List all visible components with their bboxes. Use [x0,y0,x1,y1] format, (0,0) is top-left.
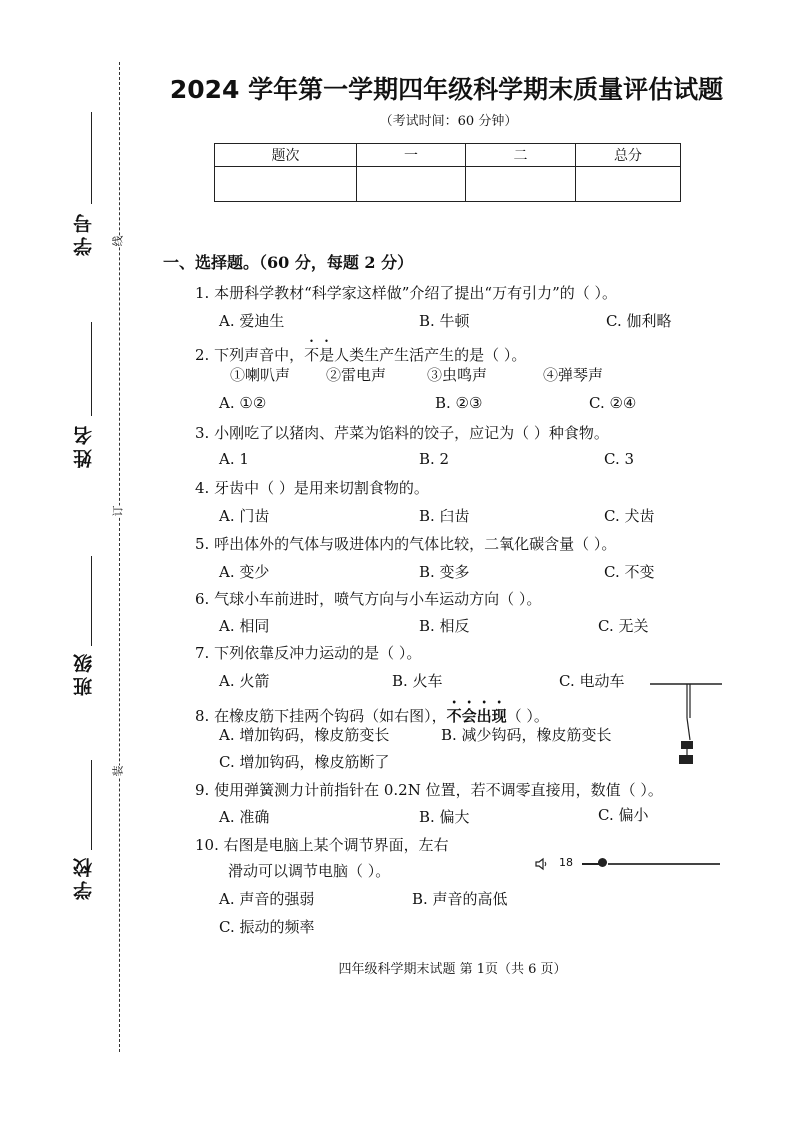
q7-option-b[interactable]: B. 火车 [392,672,443,690]
hook-weight-2 [679,755,693,764]
q2-stem-post: 人类生产生活产生的是（ ）。 [334,346,527,364]
q1-option-c[interactable]: C. 伽利略 [606,312,672,330]
q3-option-a[interactable]: A. 1 [219,450,249,468]
q10-option-a[interactable]: A. 声音的强弱 [219,890,315,908]
slider-value: 18 [559,856,573,869]
q7-option-a[interactable]: A. 火箭 [219,672,270,690]
q6-option-b[interactable]: B. 相反 [419,617,470,635]
q2-option-c[interactable]: C. ②④ [589,394,637,412]
q5-option-c[interactable]: C. 不变 [604,563,655,581]
q8-stem-pre: 8. 在橡皮筋下挂两个钩码（如右图）， [195,707,447,725]
q5-option-a[interactable]: A. 变少 [219,563,270,581]
q2-stem-emphasis: 不是 [304,346,335,364]
q2-option-a[interactable]: A. ①② [219,394,267,412]
field-line-school[interactable] [91,760,92,850]
question-5-stem: 5. 呼出体外的气体与吸进体内的气体比较，二氧化碳含量（ ）。 [195,535,617,553]
q2-sub-option-1: ①喇叭声 [230,366,291,384]
q9-option-c[interactable]: C. 偏小 [598,806,649,824]
speaker-icon [534,857,548,871]
score-header-part2: 二 [466,144,576,167]
question-10-stem-line1: 10. 右图是电脑上某个调节界面，左右 [195,836,449,854]
q2-option-b[interactable]: B. ②③ [435,394,483,412]
field-label-student-id: 学号 [73,210,95,256]
question-7-stem: 7. 下列依靠反冲力运动的是（ ）。 [195,644,422,662]
score-header-part1: 一 [357,144,466,167]
score-table [214,143,681,202]
question-8-stem [195,697,549,726]
q6-option-a[interactable]: A. 相同 [219,617,270,635]
q2-stem-pre: 2. 下列声音中， [195,346,305,364]
rubber-band-lower [687,718,690,740]
q4-option-a[interactable]: A. 门齿 [219,507,270,525]
slider-track[interactable] [608,863,720,865]
score-cell-total[interactable] [576,167,681,202]
q2-sub-option-4: ④弹琴声 [543,366,604,384]
section-heading: 一、选择题。（60 分，每题 2 分） [163,253,414,272]
q5-option-b[interactable]: B. 变多 [419,563,470,581]
q1-option-a[interactable]: A. 爱迪生 [219,312,285,330]
margin-mark-bind: 订 [111,505,125,517]
q8-option-c[interactable]: C. 增加钩码，橡皮筋断了 [219,753,390,771]
binding-dashed-line [119,62,120,1052]
q4-option-c[interactable]: C. 犬齿 [604,507,655,525]
question-4-stem: 4. 牙齿中（ ）是用来切割食物的。 [195,479,429,497]
q8-option-b[interactable]: B. 减少钩码，橡皮筋变长 [441,726,612,744]
q4-option-b[interactable]: B. 臼齿 [419,507,470,525]
score-header-total: 总分 [576,144,681,167]
margin-mark-staple: 装 [111,765,125,777]
question-10-stem-line2: 滑动可以调节电脑（ ）。 [228,862,391,880]
q9-option-a[interactable]: A. 准确 [219,808,270,826]
exam-duration: （考试时间：60 分钟） [379,114,518,129]
score-cell-part2[interactable] [466,167,576,202]
q8-stem-post: （ ）。 [506,707,549,725]
score-header-item: 题次 [215,144,357,167]
q9-option-b[interactable]: B. 偏大 [419,808,470,826]
margin-mark-line: 线 [111,235,125,247]
volume-slider-figure [534,852,724,876]
hook-weight-1 [681,741,693,749]
score-cell-blank [215,167,357,202]
q3-option-c[interactable]: C. 3 [604,450,635,468]
q6-option-c[interactable]: C. 无关 [598,617,649,635]
field-line-class[interactable] [91,556,92,646]
q2-sub-option-2: ②雷电声 [326,366,387,384]
question-1-stem: 1. 本册科学教材“科学家这样做”介绍了提出“万有引力”的（ ）。 [195,284,618,302]
rubber-band-figure [648,678,724,768]
field-line-name[interactable] [91,322,92,416]
q3-option-b[interactable]: B. 2 [419,450,450,468]
q2-sub-option-3: ③虫鸣声 [427,366,488,384]
field-label-school: 学校 [73,854,95,900]
q8-option-a[interactable]: A. 增加钩码，橡皮筋变长 [219,726,390,744]
slider-thumb[interactable] [598,858,607,867]
question-6-stem: 6. 气球小车前进时，喷气方向与小车运动方向（ ）。 [195,590,542,608]
exam-title: 2024 学年第一学期四年级科学期末质量评估试题 [169,75,724,104]
q10-option-b[interactable]: B. 声音的高低 [412,890,508,908]
question-9-stem: 9. 使用弹簧测力计前指针在 0.2N 位置，若不调零直接用，数值（ ）。 [195,781,663,799]
field-label-class: 班级 [73,650,95,696]
page-footer: 四年级科学期末试题 第 1页（共 6 页） [338,962,567,977]
field-label-name: 姓名 [73,422,95,468]
q7-option-c[interactable]: C. 电动车 [559,672,625,690]
score-cell-part1[interactable] [357,167,466,202]
question-3-stem: 3. 小刚吃了以猪肉、芹菜为馅料的饺子，应记为（ ）种食物。 [195,424,609,442]
q10-option-c[interactable]: C. 振动的频率 [219,918,315,936]
q8-stem-emphasis: 不会出现 [446,707,507,725]
q1-option-b[interactable]: B. 牛顿 [419,312,470,330]
question-2-stem [195,337,526,365]
